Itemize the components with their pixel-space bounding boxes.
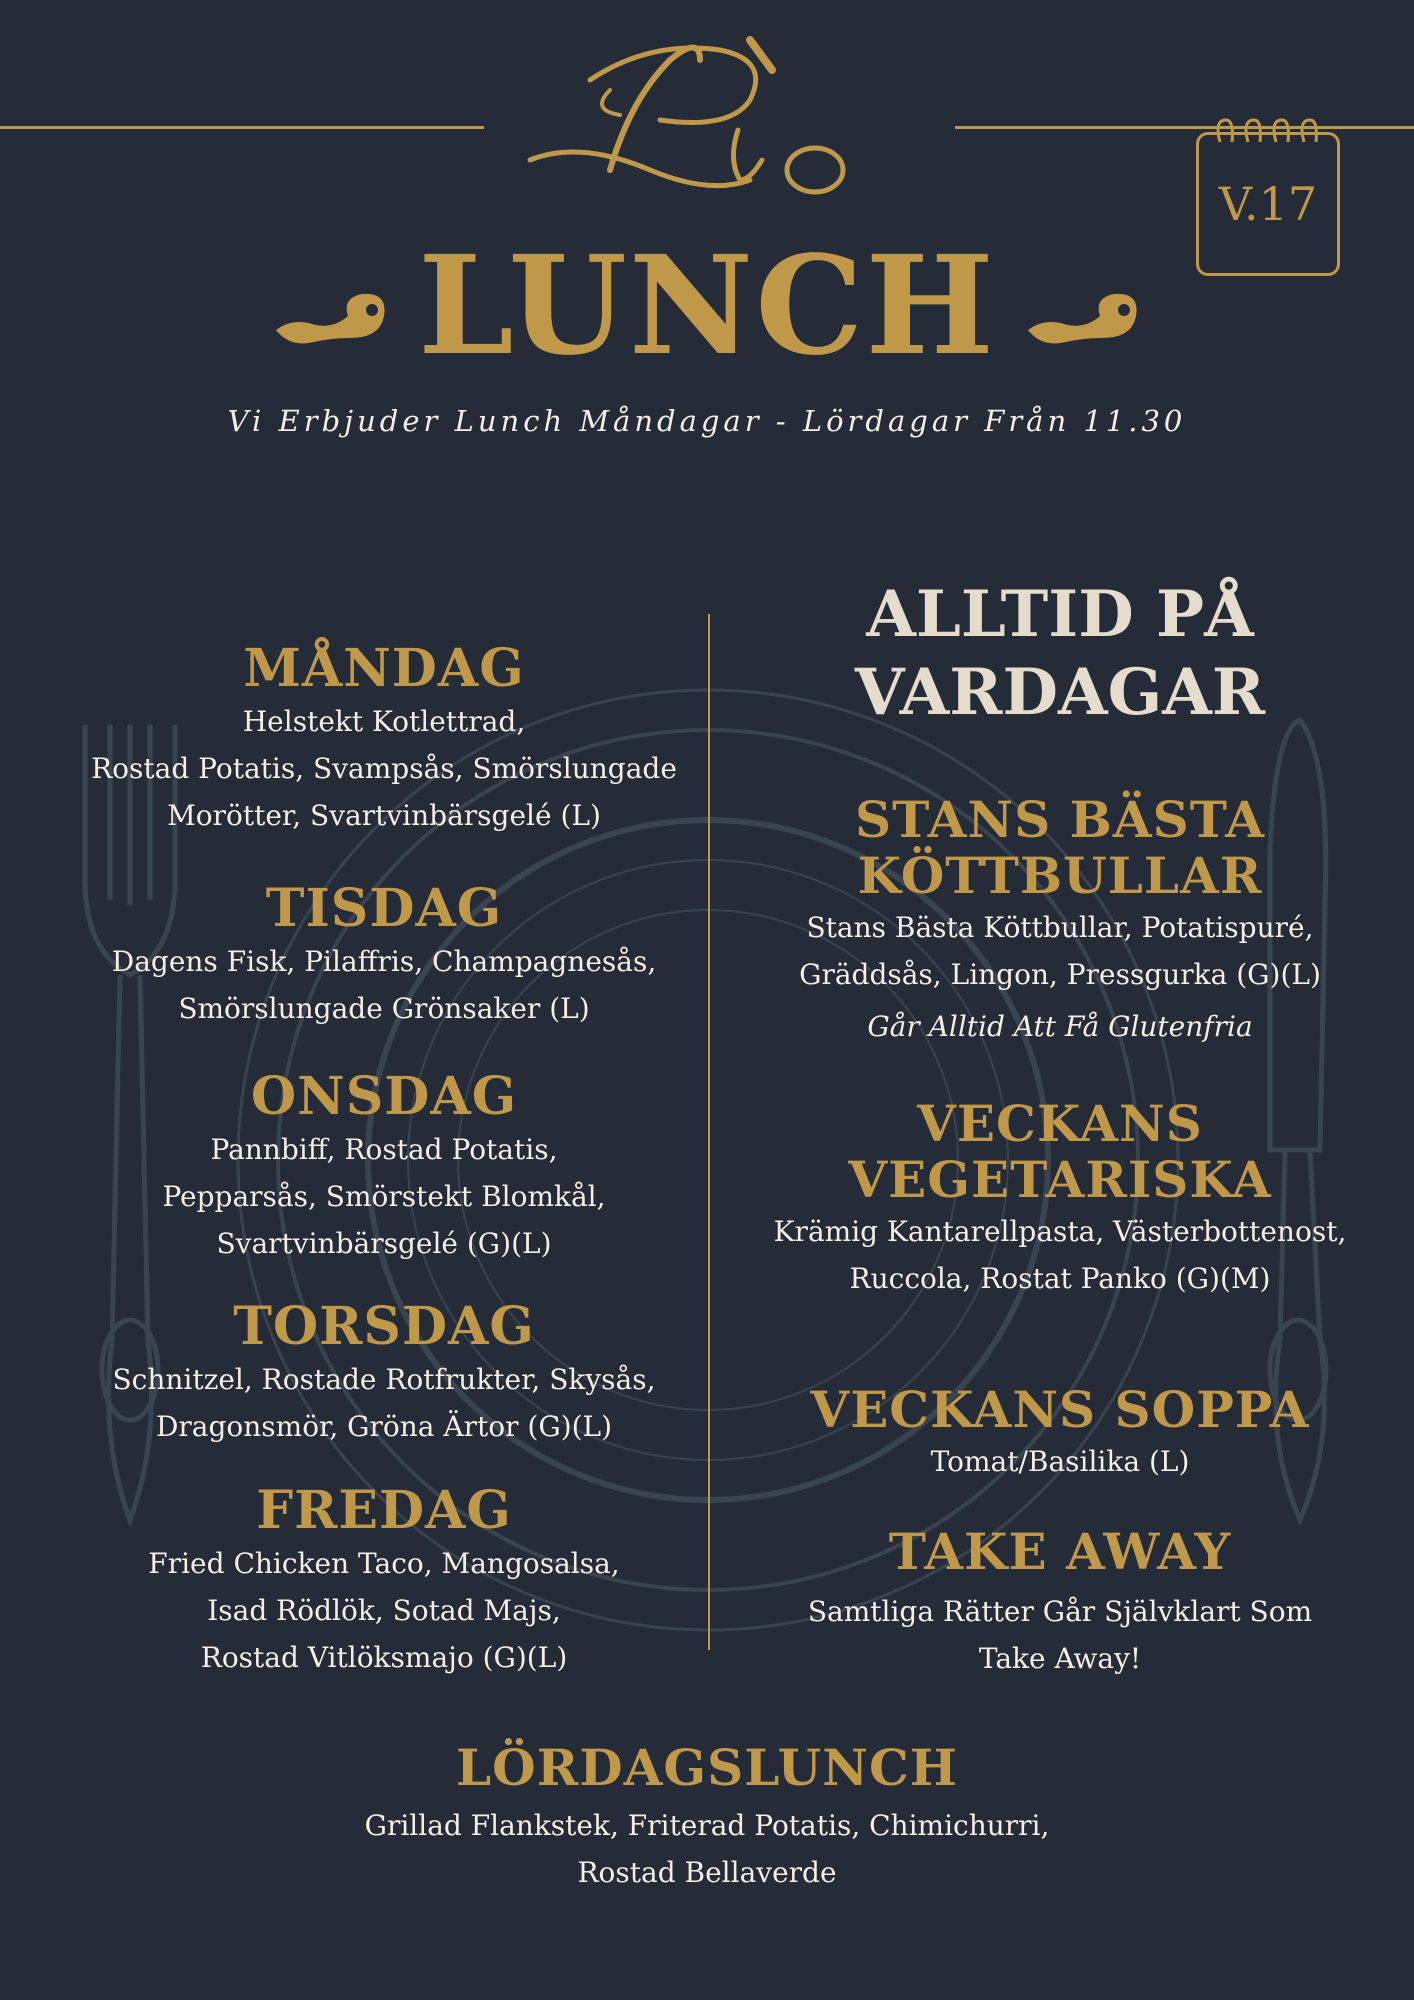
day-heading: TORSDAG (233, 1296, 535, 1357)
ornament-left-icon (272, 278, 392, 358)
day-dish: Dagens Fisk, Pilaffris, Champagnesås, Smörslungade Grönsaker (L) (111, 945, 657, 1025)
menu-day-friday (56, 1482, 712, 1681)
soup-dish: Tomat/Basilika (L) (930, 1445, 1190, 1478)
gluten-free-note: Går Alltid Att Få Glutenfria (867, 1010, 1253, 1043)
ornament-right-icon (1024, 278, 1144, 358)
day-heading: TISDAG (265, 878, 503, 939)
day-heading: MÅNDAG (243, 638, 525, 699)
takeaway-section (740, 1524, 1380, 1682)
takeaway-text: Samtliga Rätter Går Självklart Som Take Away! (807, 1595, 1313, 1675)
day-dish: Schnitzel, Rostade Rotfrukter, Skysås, Dragonsmör, Gröna Ärtor (G)(L) (112, 1363, 656, 1443)
saturday-section (0, 1740, 1414, 1896)
meatballs-section (740, 792, 1380, 1043)
menu-day-wednesday (56, 1068, 712, 1267)
day-heading: ONSDAG (250, 1066, 518, 1127)
menu-day-thursday (56, 1298, 712, 1450)
saturday-dish: Grillad Flankstek, Friterad Potatis, Chimichurri, Rostad Bellaverde (364, 1809, 1050, 1889)
vegetarian-dish: Krämig Kantarellpasta, Västerbottenost, Ruccola, Rostat Panko (G)(M) (773, 1215, 1347, 1295)
menu-day-monday (56, 640, 712, 839)
header-rule-right (955, 126, 1414, 129)
header-rule-left (0, 126, 484, 129)
svg-text:Pio: Pio (720, 198, 722, 199)
weekday-menu (56, 640, 712, 839)
day-dish: Helstekt Kotlettrad, Rostad Potatis, Svampsås, Smörslungade Morötter, Svartvinbärsgelé (L) (91, 705, 677, 832)
day-dish: Pannbiff, Rostad Potatis, Pepparsås, Smörstekt Blomkål, Svartvinbärsgelé (G)(L) (162, 1133, 606, 1260)
day-heading: FREDAG (256, 1480, 512, 1541)
saturday-title: LÖRDAGSLUNCH (456, 1738, 958, 1797)
always-heading: ALLTID PÅ VARDAGAR (854, 577, 1266, 730)
pio-logo (500, 20, 940, 210)
takeaway-title: TAKE AWAY (888, 1522, 1232, 1581)
meatballs-title: STANS BÄSTA KÖTTBULLAR (854, 790, 1266, 905)
page-title: LUNCH (418, 226, 996, 386)
week-number: V.17 (1218, 177, 1318, 231)
meatballs-dish: Stans Bästa Köttbullar, Potatispuré, Gräddsås, Lingon, Pressgurka (G)(L) (799, 911, 1321, 991)
opening-hours-subtitle: Vi Erbjuder Lunch Måndagar - Lördagar Från 11.30 (227, 404, 1187, 438)
soup-section (740, 1382, 1380, 1485)
menu-day-tuesday (56, 880, 712, 1032)
vegetarian-section (740, 1096, 1380, 1302)
day-dish: Fried Chicken Taco, Mangosalsa, Isad Rödlök, Sotad Majs, Rostad Vitlöksmajo (G)(L) (148, 1547, 620, 1674)
always-heading-block (740, 576, 1380, 732)
vegetarian-title: VECKANS VEGETARISKA (848, 1094, 1272, 1209)
soup-title: VECKANS SOPPA (810, 1380, 1310, 1439)
week-number-badge (1196, 132, 1340, 276)
